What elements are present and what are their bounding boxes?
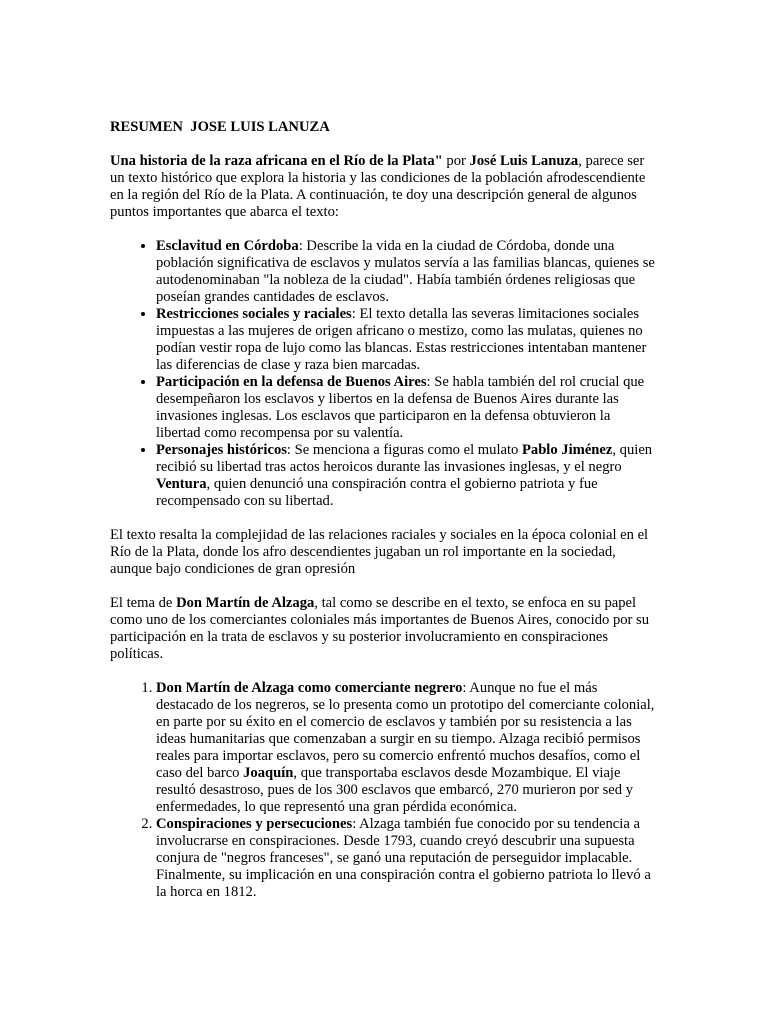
alzaga-intro-paragraph <box>110 595 658 663</box>
bullet-term: Personajes históricos <box>156 442 287 458</box>
bullet-text: : Describe la vida en la ciudad de Córdoba, donde una población significativa de esclavos y mulatos servía a las familias blancas, quienes se autodenominaban "la nobleza de la ciudad". Había también órdenes religiosas que poseían grandes cantidades de esclavos. <box>156 238 655 305</box>
bullet-item-defensa <box>156 374 658 442</box>
alzaga-intro-text: El tema de <box>110 595 177 611</box>
summary-paragraph: El texto resalta la complejidad de las relaciones raciales y sociales en la época colonial en el Río de la Plata, donde los afro descendientes jugaban un rol importante en la sociedad, aunque bajo condiciones de gran opresión <box>110 527 649 577</box>
work-title: Una historia de la raza africana en el Río de la Plata" <box>110 153 443 169</box>
bullet-item-cordoba <box>156 238 658 306</box>
numbered-term: Don Martín de Alzaga como comerciante negrero <box>156 680 463 696</box>
bullet-text: , quien recibió su libertad tras actos heroicos durante las invasiones inglesas, y el negro <box>156 442 653 475</box>
document-title: RESUMEN JOSE LUIS LANUZA <box>110 119 330 135</box>
bullet-text: : Se habla también del rol crucial que desempeñaron los esclavos y libertos en la defensa de Buenos Aires durante las invasiones inglesas. Los esclavos que participaron en la defensa obtuvieron la libertad como recompensa por su valentía. <box>156 374 645 441</box>
numbered-list <box>110 680 658 901</box>
intro-paragraph <box>110 153 658 221</box>
bullet-item-personajes <box>156 442 658 510</box>
intro-text: , parece ser un texto histórico que explora la historia y las condiciones de la población afrodescendiente en la región del Río de la Plata. A continuación, te doy una descripción general de algunos puntos importantes que abarca el texto: <box>110 153 646 220</box>
by-text: por <box>442 153 470 169</box>
numbered-term: Conspiraciones y persecuciones <box>156 816 353 832</box>
bullet-term: Esclavitud en Córdoba <box>156 238 299 254</box>
ship-name: Joaquín <box>243 765 294 781</box>
bullet-item-restricciones <box>156 306 658 374</box>
numbered-text: : Alzaga también fue conocido por su tendencia a involucrarse en conspiraciones. Desde 1793, cuando creyó descubrir una supuesta conjura de "negros franceses", se ganó una reputación de perseguidor implacable. Finalmente, su implicación en una conspiración contra el gobierno patriota lo llevó a la horca en 1812. <box>156 816 651 900</box>
person-name: Ventura <box>156 476 207 492</box>
bullet-text: : El texto detalla las severas limitaciones sociales impuestas a las mujeres de origen africano o mestizo, como las mulatas, quienes no podían vestir ropa de lujo como las blancas. Estas restricciones intentaban mantener las diferencias de clase y raza bien marcadas. <box>156 306 647 373</box>
bullet-list <box>110 238 658 510</box>
bullet-term: Participación en la defensa de Buenos Aires <box>156 374 427 390</box>
document-page <box>110 119 658 918</box>
bullet-text: , quien denunció una conspiración contra el gobierno patriota y fue recompensado con su libertad. <box>156 476 598 509</box>
alzaga-intro-text: , tal como se describe en el texto, se enfoca en su papel como uno de los comerciantes coloniales más importantes de Buenos Aires, conocido por su participación en la trata de esclavos y su posterior involucramiento en conspiraciones políticas. <box>110 595 650 662</box>
author-name: José Luis Lanuza <box>469 153 579 169</box>
alzaga-name: Don Martín de Alzaga <box>176 595 315 611</box>
person-name: Pablo Jiménez <box>521 442 613 458</box>
numbered-text: : Aunque no fue el más destacado de los negreros, se lo presenta como un prototipo del comerciante colonial, en parte por su éxito en el comercio de esclavos y también por su resistencia a las ideas humanitarias que comenzaban a surgir en su tiempo. Alzaga recibió permisos reales para importar esclavos, pero su comercio enfrentó muchos desafíos, como el caso del barco <box>156 680 655 781</box>
numbered-item-comerciante <box>156 680 658 816</box>
numbered-item-conspiraciones <box>156 816 658 901</box>
numbered-text: , que transportaba esclavos desde Mozambique. El viaje resultó desastroso, pues de los 300 esclavos que embarcó, 270 murieron por sed y enfermedades, lo que representó una gran pérdida económica. <box>156 765 634 815</box>
bullet-term: Restricciones sociales y raciales <box>156 306 352 322</box>
bullet-text: : Se menciona a figuras como el mulato <box>286 442 522 458</box>
